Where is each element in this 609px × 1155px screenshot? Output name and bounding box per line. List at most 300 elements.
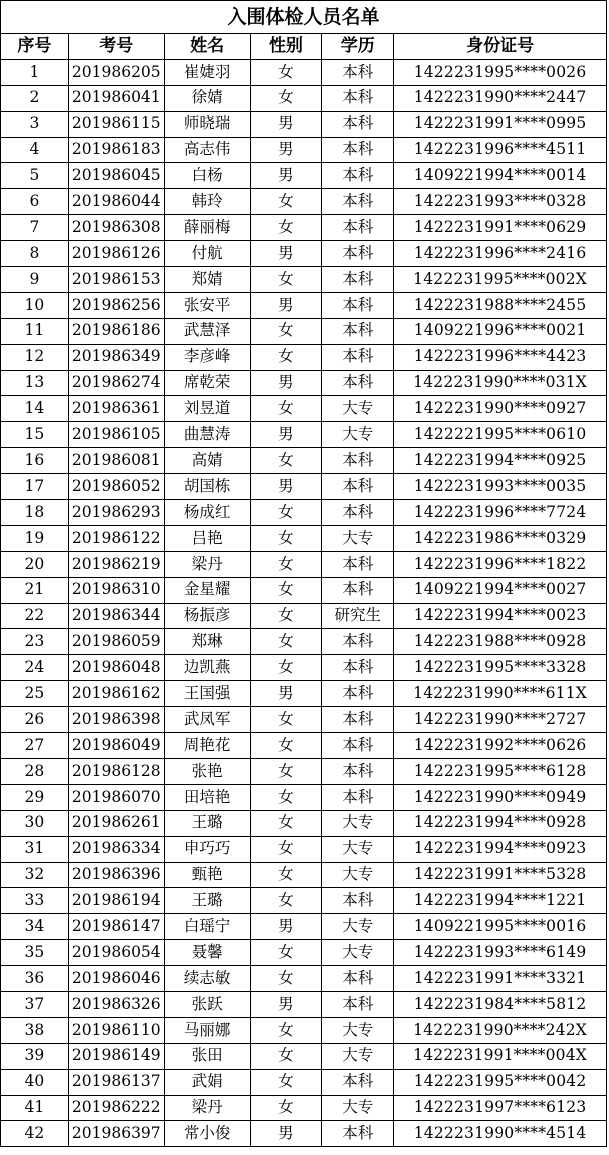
table-title: 入围体检人员名单 (1, 1, 607, 34)
cell-name: 田培艳 (164, 784, 250, 810)
cell-name: 张田 (164, 1043, 250, 1069)
cell-name: 崔婕羽 (164, 59, 250, 85)
cell-id-number: 1422231996****4511 (394, 137, 607, 163)
cell-id-number: 1422231994****0928 (394, 810, 607, 836)
cell-education: 本科 (322, 85, 394, 111)
table-row (1, 784, 607, 810)
cell-id-number: 1422231994****0925 (394, 448, 607, 474)
cell-seq: 23 (1, 629, 69, 655)
cell-name: 吕艳 (164, 525, 250, 551)
cell-id-number: 1422231984****5812 (394, 991, 607, 1017)
cell-exam-number: 201986153 (68, 267, 164, 293)
table-row (1, 422, 607, 448)
cell-education: 大专 (322, 836, 394, 862)
cell-gender: 女 (250, 966, 322, 992)
cell-exam-number: 201986052 (68, 474, 164, 500)
cell-id-number: 1422231993****0035 (394, 474, 607, 500)
cell-name: 常小俊 (164, 1121, 250, 1147)
cell-exam-number: 201986274 (68, 370, 164, 396)
cell-seq: 28 (1, 758, 69, 784)
cell-gender: 女 (250, 59, 322, 85)
cell-exam-number: 201986186 (68, 318, 164, 344)
cell-seq: 2 (1, 85, 69, 111)
cell-exam-number: 201986070 (68, 784, 164, 810)
cell-education: 本科 (322, 758, 394, 784)
table-row (1, 966, 607, 992)
cell-seq: 16 (1, 448, 69, 474)
cell-education: 本科 (322, 966, 394, 992)
table-row (1, 577, 607, 603)
cell-education: 本科 (322, 707, 394, 733)
table-row (1, 888, 607, 914)
cell-education: 本科 (322, 215, 394, 241)
cell-education: 本科 (322, 1069, 394, 1095)
cell-education: 本科 (322, 111, 394, 137)
cell-education: 大专 (322, 862, 394, 888)
cell-exam-number: 201986122 (68, 525, 164, 551)
cell-exam-number: 201986054 (68, 940, 164, 966)
cell-exam-number: 201986222 (68, 1095, 164, 1121)
cell-education: 大专 (322, 1095, 394, 1121)
cell-gender: 女 (250, 1095, 322, 1121)
cell-id-number: 1422231993****0328 (394, 189, 607, 215)
cell-gender: 女 (250, 836, 322, 862)
cell-gender: 女 (250, 629, 322, 655)
cell-id-number: 1422231993****6149 (394, 940, 607, 966)
cell-id-number: 1422231990****031X (394, 370, 607, 396)
cell-gender: 男 (250, 422, 322, 448)
cell-name: 杨成红 (164, 500, 250, 526)
table-row (1, 1017, 607, 1043)
cell-exam-number: 201986046 (68, 966, 164, 992)
table-row (1, 267, 607, 293)
table-row (1, 914, 607, 940)
cell-gender: 男 (250, 370, 322, 396)
cell-exam-number: 201986126 (68, 241, 164, 267)
table-row (1, 525, 607, 551)
cell-name: 徐婧 (164, 85, 250, 111)
cell-name: 梁丹 (164, 551, 250, 577)
cell-name: 师晓瑞 (164, 111, 250, 137)
cell-gender: 女 (250, 758, 322, 784)
cell-education: 大专 (322, 810, 394, 836)
cell-id-number: 1422231991****5328 (394, 862, 607, 888)
cell-exam-number: 201986183 (68, 137, 164, 163)
cell-gender: 女 (250, 707, 322, 733)
table-row (1, 1121, 607, 1147)
cell-gender: 男 (250, 163, 322, 189)
cell-seq: 27 (1, 733, 69, 759)
cell-education: 本科 (322, 551, 394, 577)
header-gender: 性别 (250, 34, 322, 60)
cell-education: 本科 (322, 1121, 394, 1147)
cell-gender: 男 (250, 241, 322, 267)
table-row (1, 810, 607, 836)
cell-gender: 男 (250, 914, 322, 940)
cell-seq: 35 (1, 940, 69, 966)
cell-name: 武慧泽 (164, 318, 250, 344)
cell-id-number: 1422231991****0629 (394, 215, 607, 241)
cell-id-number: 1422231990****0927 (394, 396, 607, 422)
cell-exam-number: 201986048 (68, 655, 164, 681)
table-row (1, 1069, 607, 1095)
cell-id-number: 1422231992****0626 (394, 733, 607, 759)
cell-gender: 男 (250, 1121, 322, 1147)
cell-id-number: 1422231994****0023 (394, 603, 607, 629)
cell-name: 郑婧 (164, 267, 250, 293)
cell-name: 曲慧涛 (164, 422, 250, 448)
cell-seq: 8 (1, 241, 69, 267)
cell-seq: 37 (1, 991, 69, 1017)
cell-id-number: 1422231990****611X (394, 681, 607, 707)
cell-gender: 女 (250, 396, 322, 422)
cell-name: 郑琳 (164, 629, 250, 655)
table-row (1, 344, 607, 370)
cell-name: 王璐 (164, 810, 250, 836)
cell-id-number: 1409221994****0027 (394, 577, 607, 603)
cell-exam-number: 201986049 (68, 733, 164, 759)
cell-seq: 32 (1, 862, 69, 888)
cell-name: 薛丽梅 (164, 215, 250, 241)
cell-exam-number: 201986041 (68, 85, 164, 111)
cell-gender: 女 (250, 603, 322, 629)
cell-name: 甄艳 (164, 862, 250, 888)
cell-id-number: 1422231991****0995 (394, 111, 607, 137)
cell-exam-number: 201986310 (68, 577, 164, 603)
cell-name: 杨振彦 (164, 603, 250, 629)
table-row (1, 681, 607, 707)
cell-id-number: 1422231988****0928 (394, 629, 607, 655)
cell-gender: 女 (250, 448, 322, 474)
cell-gender: 女 (250, 215, 322, 241)
cell-seq: 11 (1, 318, 69, 344)
cell-education: 本科 (322, 59, 394, 85)
cell-name: 续志敏 (164, 966, 250, 992)
cell-name: 张艳 (164, 758, 250, 784)
cell-exam-number: 201986147 (68, 914, 164, 940)
cell-gender: 女 (250, 888, 322, 914)
cell-gender: 女 (250, 1069, 322, 1095)
cell-gender: 男 (250, 991, 322, 1017)
cell-education: 本科 (322, 991, 394, 1017)
cell-seq: 12 (1, 344, 69, 370)
cell-id-number: 1422231995****0026 (394, 59, 607, 85)
cell-education: 本科 (322, 888, 394, 914)
cell-education: 大专 (322, 1043, 394, 1069)
cell-gender: 女 (250, 551, 322, 577)
cell-id-number: 1422231994****1221 (394, 888, 607, 914)
cell-exam-number: 201986059 (68, 629, 164, 655)
table-row (1, 137, 607, 163)
table-row (1, 758, 607, 784)
header-seq: 序号 (1, 34, 69, 60)
cell-exam-number: 201986361 (68, 396, 164, 422)
cell-id-number: 1422231991****3321 (394, 966, 607, 992)
cell-name: 梁丹 (164, 1095, 250, 1121)
cell-seq: 26 (1, 707, 69, 733)
table-row (1, 603, 607, 629)
table-row (1, 292, 607, 318)
cell-gender: 女 (250, 500, 322, 526)
cell-seq: 18 (1, 500, 69, 526)
cell-education: 本科 (322, 189, 394, 215)
cell-seq: 6 (1, 189, 69, 215)
cell-id-number: 1422231990****242X (394, 1017, 607, 1043)
cell-gender: 女 (250, 784, 322, 810)
cell-exam-number: 201986162 (68, 681, 164, 707)
table-row (1, 370, 607, 396)
cell-seq: 36 (1, 966, 69, 992)
cell-gender: 女 (250, 318, 322, 344)
cell-gender: 女 (250, 940, 322, 966)
cell-id-number: 1422231995****0042 (394, 1069, 607, 1095)
table-row (1, 59, 607, 85)
cell-education: 本科 (322, 733, 394, 759)
cell-gender: 女 (250, 733, 322, 759)
cell-name: 高志伟 (164, 137, 250, 163)
cell-seq: 34 (1, 914, 69, 940)
cell-education: 本科 (322, 292, 394, 318)
cell-exam-number: 201986115 (68, 111, 164, 137)
table-row (1, 396, 607, 422)
cell-exam-number: 201986205 (68, 59, 164, 85)
cell-name: 胡国栋 (164, 474, 250, 500)
cell-id-number: 1422231996****7724 (394, 500, 607, 526)
cell-exam-number: 201986105 (68, 422, 164, 448)
cell-name: 周艳花 (164, 733, 250, 759)
cell-seq: 9 (1, 267, 69, 293)
cell-exam-number: 201986149 (68, 1043, 164, 1069)
cell-id-number: 1422231995****3328 (394, 655, 607, 681)
cell-education: 本科 (322, 267, 394, 293)
cell-seq: 17 (1, 474, 69, 500)
cell-id-number: 1409221996****0021 (394, 318, 607, 344)
cell-exam-number: 201986398 (68, 707, 164, 733)
cell-seq: 42 (1, 1121, 69, 1147)
cell-seq: 38 (1, 1017, 69, 1043)
cell-id-number: 1422231991****004X (394, 1043, 607, 1069)
cell-seq: 3 (1, 111, 69, 137)
cell-name: 刘昱道 (164, 396, 250, 422)
cell-education: 本科 (322, 448, 394, 474)
cell-seq: 22 (1, 603, 69, 629)
cell-gender: 女 (250, 810, 322, 836)
cell-exam-number: 201986137 (68, 1069, 164, 1095)
cell-gender: 男 (250, 111, 322, 137)
cell-education: 大专 (322, 422, 394, 448)
cell-education: 大专 (322, 525, 394, 551)
title-row (1, 1, 607, 34)
cell-exam-number: 201986397 (68, 1121, 164, 1147)
table-row (1, 189, 607, 215)
cell-seq: 10 (1, 292, 69, 318)
cell-education: 本科 (322, 500, 394, 526)
table-body (1, 59, 607, 1146)
table-row (1, 474, 607, 500)
cell-seq: 29 (1, 784, 69, 810)
cell-name: 李彦峰 (164, 344, 250, 370)
cell-seq: 1 (1, 59, 69, 85)
cell-id-number: 1422231986****0329 (394, 525, 607, 551)
cell-education: 本科 (322, 370, 394, 396)
cell-name: 王璐 (164, 888, 250, 914)
cell-gender: 女 (250, 577, 322, 603)
cell-id-number: 1422231994****0923 (394, 836, 607, 862)
cell-gender: 男 (250, 292, 322, 318)
cell-exam-number: 201986044 (68, 189, 164, 215)
cell-education: 本科 (322, 137, 394, 163)
cell-name: 韩玲 (164, 189, 250, 215)
header-name: 姓名 (164, 34, 250, 60)
cell-name: 武娟 (164, 1069, 250, 1095)
cell-education: 本科 (322, 474, 394, 500)
cell-id-number: 1422231990****0949 (394, 784, 607, 810)
cell-education: 大专 (322, 1017, 394, 1043)
cell-education: 大专 (322, 940, 394, 966)
cell-education: 本科 (322, 577, 394, 603)
cell-name: 席乾荣 (164, 370, 250, 396)
cell-name: 王国强 (164, 681, 250, 707)
cell-gender: 男 (250, 137, 322, 163)
cell-education: 本科 (322, 163, 394, 189)
cell-seq: 19 (1, 525, 69, 551)
cell-exam-number: 201986326 (68, 991, 164, 1017)
table-row (1, 836, 607, 862)
cell-id-number: 1422231990****4514 (394, 1121, 607, 1147)
cell-exam-number: 201986194 (68, 888, 164, 914)
table-row (1, 991, 607, 1017)
cell-name: 白瑶宁 (164, 914, 250, 940)
header-row (1, 34, 607, 60)
cell-name: 付航 (164, 241, 250, 267)
cell-name: 马丽娜 (164, 1017, 250, 1043)
table-row (1, 241, 607, 267)
cell-gender: 女 (250, 862, 322, 888)
cell-exam-number: 201986396 (68, 862, 164, 888)
table-row (1, 318, 607, 344)
table-row (1, 551, 607, 577)
cell-education: 本科 (322, 629, 394, 655)
cell-seq: 31 (1, 836, 69, 862)
header-exam-number: 考号 (68, 34, 164, 60)
cell-gender: 女 (250, 85, 322, 111)
cell-exam-number: 201986128 (68, 758, 164, 784)
cell-exam-number: 201986293 (68, 500, 164, 526)
cell-name: 张跃 (164, 991, 250, 1017)
cell-education: 本科 (322, 344, 394, 370)
table-row (1, 629, 607, 655)
cell-gender: 男 (250, 681, 322, 707)
cell-id-number: 1422231990****2447 (394, 85, 607, 111)
cell-name: 高婧 (164, 448, 250, 474)
cell-exam-number: 201986045 (68, 163, 164, 189)
cell-exam-number: 201986334 (68, 836, 164, 862)
cell-education: 大专 (322, 396, 394, 422)
cell-seq: 21 (1, 577, 69, 603)
cell-id-number: 1422221995****0610 (394, 422, 607, 448)
cell-education: 本科 (322, 655, 394, 681)
cell-gender: 男 (250, 474, 322, 500)
cell-gender: 女 (250, 189, 322, 215)
cell-gender: 女 (250, 525, 322, 551)
cell-id-number: 1422231995****002X (394, 267, 607, 293)
cell-seq: 20 (1, 551, 69, 577)
table-row (1, 1043, 607, 1069)
cell-id-number: 1422231995****6128 (394, 758, 607, 784)
cell-education: 研究生 (322, 603, 394, 629)
table-row (1, 862, 607, 888)
cell-id-number: 1422231996****1822 (394, 551, 607, 577)
cell-name: 张安平 (164, 292, 250, 318)
table-row (1, 707, 607, 733)
cell-exam-number: 201986219 (68, 551, 164, 577)
table-row (1, 163, 607, 189)
cell-exam-number: 201986344 (68, 603, 164, 629)
cell-gender: 女 (250, 267, 322, 293)
cell-seq: 33 (1, 888, 69, 914)
cell-id-number: 1409221994****0014 (394, 163, 607, 189)
cell-gender: 女 (250, 1043, 322, 1069)
cell-exam-number: 201986349 (68, 344, 164, 370)
cell-education: 本科 (322, 784, 394, 810)
table-row (1, 448, 607, 474)
cell-name: 白杨 (164, 163, 250, 189)
cell-name: 武凤军 (164, 707, 250, 733)
cell-gender: 女 (250, 1017, 322, 1043)
cell-exam-number: 201986110 (68, 1017, 164, 1043)
cell-id-number: 1422231997****6123 (394, 1095, 607, 1121)
table-row (1, 215, 607, 241)
cell-seq: 5 (1, 163, 69, 189)
cell-gender: 女 (250, 344, 322, 370)
cell-name: 聂馨 (164, 940, 250, 966)
cell-name: 申巧巧 (164, 836, 250, 862)
table-row (1, 655, 607, 681)
cell-seq: 25 (1, 681, 69, 707)
cell-id-number: 1422231996****4423 (394, 344, 607, 370)
cell-seq: 41 (1, 1095, 69, 1121)
cell-exam-number: 201986081 (68, 448, 164, 474)
cell-gender: 女 (250, 655, 322, 681)
cell-id-number: 1409221995****0016 (394, 914, 607, 940)
header-id-number: 身份证号 (394, 34, 607, 60)
cell-seq: 24 (1, 655, 69, 681)
cell-seq: 15 (1, 422, 69, 448)
cell-id-number: 1422231988****2455 (394, 292, 607, 318)
cell-name: 金星耀 (164, 577, 250, 603)
cell-id-number: 1422231996****2416 (394, 241, 607, 267)
cell-seq: 13 (1, 370, 69, 396)
cell-education: 本科 (322, 318, 394, 344)
cell-seq: 30 (1, 810, 69, 836)
cell-id-number: 1422231990****2727 (394, 707, 607, 733)
table-row (1, 111, 607, 137)
table-row (1, 733, 607, 759)
header-education: 学历 (322, 34, 394, 60)
table-row (1, 940, 607, 966)
table-row (1, 500, 607, 526)
cell-education: 本科 (322, 681, 394, 707)
cell-seq: 40 (1, 1069, 69, 1095)
table-row (1, 85, 607, 111)
cell-exam-number: 201986256 (68, 292, 164, 318)
cell-seq: 4 (1, 137, 69, 163)
cell-seq: 7 (1, 215, 69, 241)
cell-education: 本科 (322, 241, 394, 267)
cell-name: 边凯燕 (164, 655, 250, 681)
table-row (1, 1095, 607, 1121)
cell-education: 大专 (322, 914, 394, 940)
